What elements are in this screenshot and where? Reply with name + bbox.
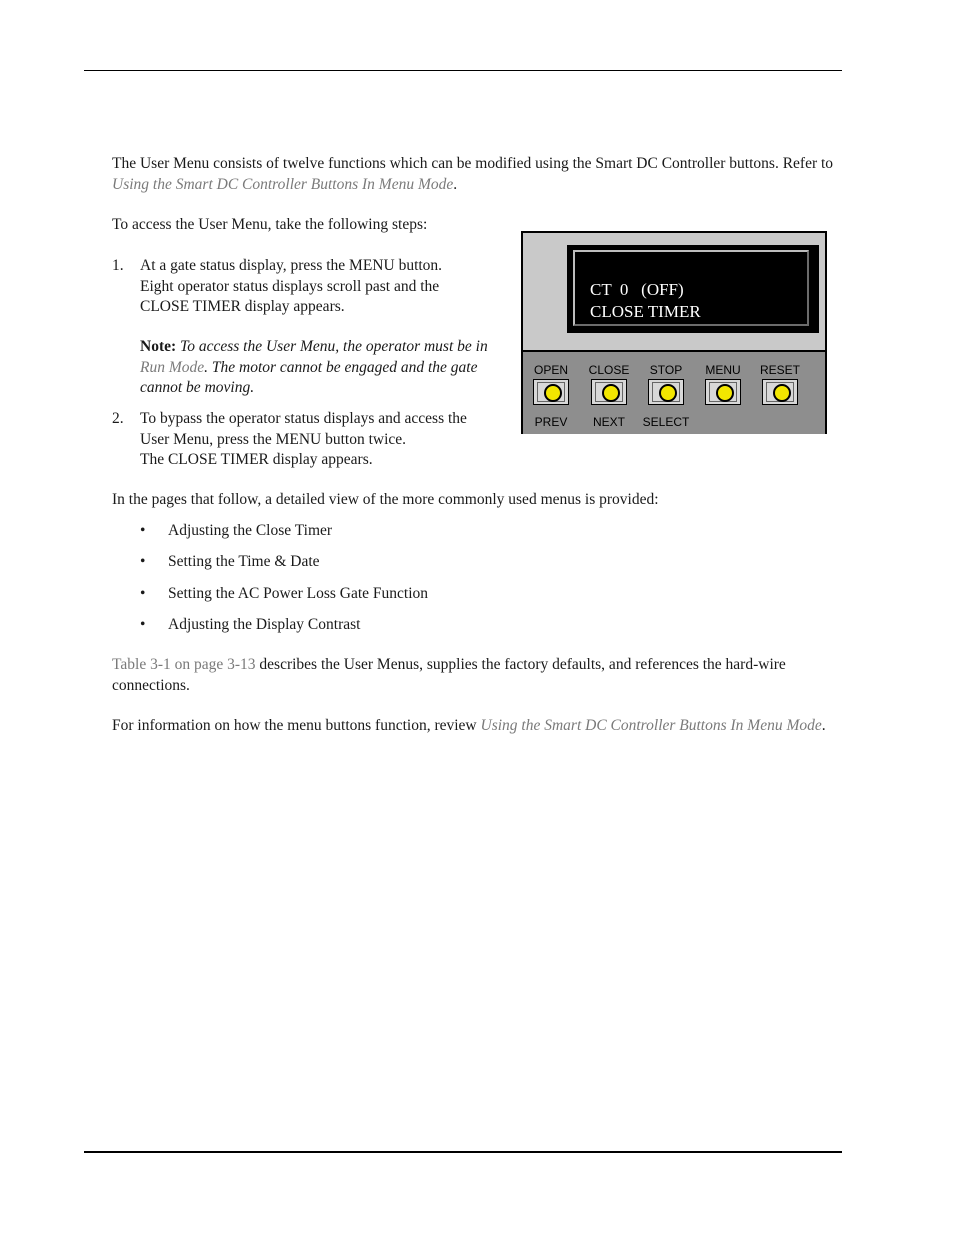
step-body bbox=[140, 256, 492, 318]
stop-button[interactable] bbox=[648, 379, 684, 405]
intro-paragraph bbox=[112, 154, 842, 195]
lcd-display bbox=[567, 245, 819, 333]
note bbox=[140, 337, 500, 399]
table-ref-text: describes the User Menus, supplies the factory defaults, and references the hard-wire connections. bbox=[112, 656, 786, 694]
step-line: User Menu, press the MENU button twice. bbox=[140, 430, 407, 448]
step-line: To bypass the operator status displays and access the bbox=[140, 410, 467, 427]
step-line: The CLOSE TIMER display appears. bbox=[140, 451, 373, 468]
led-icon bbox=[659, 384, 677, 402]
select-label: SELECT bbox=[642, 415, 690, 429]
bullet-icon: • bbox=[140, 553, 146, 570]
intro-period: . bbox=[453, 175, 458, 193]
step-line: CLOSE TIMER display appears. bbox=[140, 298, 345, 315]
bullet-text: Setting the AC Power Loss Gate Function bbox=[168, 585, 429, 602]
header-rule bbox=[84, 70, 842, 71]
prev-label: PREV bbox=[534, 415, 568, 429]
menu-label: MENU bbox=[705, 363, 741, 377]
step-line: At a gate status display, press the MENU button. bbox=[140, 257, 443, 274]
note-text: . The motor cannot be engaged and the gate cannot be moving. bbox=[140, 358, 478, 396]
step-number: 2. bbox=[112, 410, 124, 427]
note-label: Note: bbox=[140, 338, 177, 355]
open-button[interactable] bbox=[533, 379, 569, 405]
reset-button[interactable] bbox=[762, 379, 798, 405]
close-label: CLOSE bbox=[588, 363, 630, 377]
note-text: To access the User Menu, the operator must be in bbox=[180, 338, 488, 355]
reset-label: RESET bbox=[759, 363, 800, 377]
bullet-icon: • bbox=[140, 616, 146, 633]
controller-panel bbox=[521, 231, 827, 434]
review-period: . bbox=[821, 717, 826, 734]
run-mode-link[interactable]: Run Mode bbox=[140, 358, 205, 376]
review-paragraph bbox=[112, 716, 842, 737]
review-text: For information on how the menu buttons function, review bbox=[112, 717, 481, 734]
table-ref-paragraph bbox=[112, 655, 842, 696]
bullet-icon: • bbox=[140, 585, 146, 602]
follow-paragraph: In the pages that follow, a detailed view of the more commonly used menus is provided: bbox=[112, 491, 659, 508]
table-link[interactable]: Table 3-1 on page 3-13 bbox=[112, 656, 256, 673]
led-icon bbox=[544, 384, 562, 402]
next-label: NEXT bbox=[592, 415, 625, 429]
access-intro: To access the User Menu, take the following steps: bbox=[112, 216, 428, 233]
step-line: Eight operator status displays scroll past and the bbox=[140, 277, 440, 295]
led-icon bbox=[716, 384, 734, 402]
bullet-text: Adjusting the Close Timer bbox=[168, 522, 333, 539]
footer-rule bbox=[84, 1151, 842, 1153]
bullet-text: Setting the Time & Date bbox=[168, 553, 320, 570]
bullet-text: Adjusting the Display Contrast bbox=[168, 616, 361, 633]
lcd-line-1: CT 0 (OFF) bbox=[590, 280, 684, 299]
intro-text: The User Menu consists of twelve functions which can be modified using the Smart DC Controller buttons. Refer to bbox=[112, 155, 834, 172]
menu-button[interactable] bbox=[705, 379, 741, 405]
stop-label: STOP bbox=[649, 363, 683, 377]
step-body bbox=[140, 409, 492, 471]
led-icon bbox=[602, 384, 620, 402]
bullet-icon: • bbox=[140, 522, 146, 539]
led-icon bbox=[773, 384, 791, 402]
review-link[interactable]: Using the Smart DC Controller Buttons In Menu Mode bbox=[480, 717, 822, 734]
lcd-line-2: CLOSE TIMER bbox=[590, 302, 701, 321]
lcd-screen bbox=[573, 250, 809, 326]
close-button[interactable] bbox=[591, 379, 627, 405]
open-label: OPEN bbox=[533, 363, 568, 377]
intro-link[interactable]: Using the Smart DC Controller Buttons In Menu Mode bbox=[112, 175, 454, 193]
step-number: 1. bbox=[112, 257, 124, 274]
